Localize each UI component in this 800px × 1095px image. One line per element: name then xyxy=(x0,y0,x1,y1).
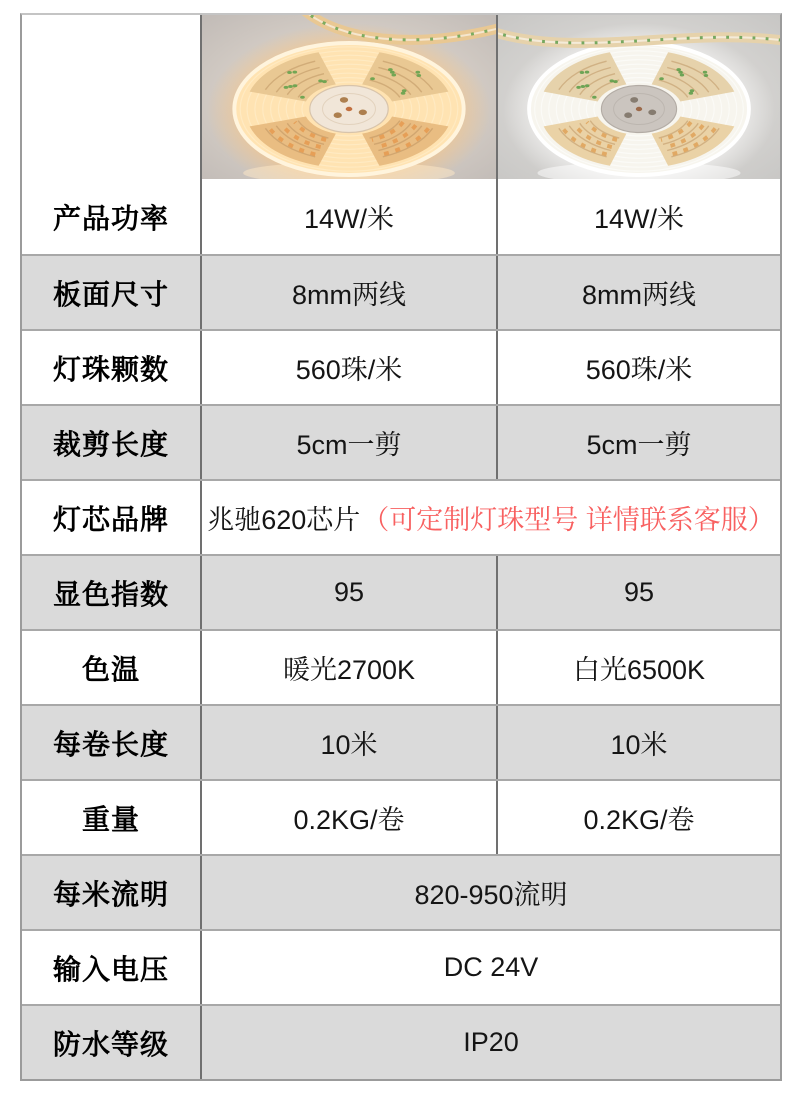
spec-label: 产品功率 xyxy=(22,179,202,254)
table-row xyxy=(22,704,780,779)
spec-value: 14W/米 xyxy=(593,204,685,234)
table-row xyxy=(22,554,780,629)
spec-value: 暖光2700K xyxy=(202,631,498,704)
spec-value: 560珠/米 xyxy=(585,355,693,385)
spec-value: 白光6500K xyxy=(572,655,706,685)
spec-value: 560珠/米 xyxy=(202,331,498,404)
spec-label: 灯珠颗数 xyxy=(22,331,202,404)
spec-table xyxy=(20,13,782,1081)
spec-value: 5cm一剪 xyxy=(586,430,692,460)
spec-label: 输入电压 xyxy=(22,931,202,1004)
spec-label: 防水等级 xyxy=(22,1006,202,1079)
table-row xyxy=(22,854,780,929)
table-row xyxy=(22,329,780,404)
spec-value-text: 兆驰620芯片 xyxy=(207,505,361,535)
spec-value: 10米 xyxy=(202,706,498,779)
table-row xyxy=(22,929,780,1004)
spec-value-text: 820-950流明 xyxy=(414,880,568,910)
spec-label: 裁剪长度 xyxy=(22,406,202,479)
spec-label: 每米流明 xyxy=(22,856,202,929)
table-row xyxy=(22,779,780,854)
spec-value: 14W/米 xyxy=(202,179,498,254)
spec-value: 8mm两线 xyxy=(202,256,498,329)
table-row xyxy=(22,404,780,479)
spec-label: 色温 xyxy=(22,631,202,704)
spec-label: 每卷长度 xyxy=(22,706,202,779)
cool-led-strip-reel-photo xyxy=(498,15,780,179)
spec-value: 8mm两线 xyxy=(582,280,696,310)
header-empty-cell xyxy=(22,15,202,179)
cool-led-strip-reel-image xyxy=(498,15,780,179)
header-row xyxy=(22,15,780,179)
spec-value-text: IP20 xyxy=(463,1027,519,1057)
spec-value-merged xyxy=(202,1006,780,1079)
spec-label: 重量 xyxy=(22,781,202,854)
spec-value: 10米 xyxy=(610,730,668,760)
spec-label: 显色指数 xyxy=(22,556,202,629)
table-row xyxy=(22,479,780,554)
spec-value: 0.2KG/卷 xyxy=(202,781,498,854)
spec-value: 95 xyxy=(623,577,655,607)
spec-value-merged xyxy=(202,481,780,554)
spec-value-merged xyxy=(202,931,780,1004)
spec-value: 5cm一剪 xyxy=(202,406,498,479)
spec-value-merged xyxy=(202,856,780,929)
table-row xyxy=(22,179,780,254)
warm-led-strip-reel-photo xyxy=(202,15,498,179)
spec-label: 灯芯品牌 xyxy=(22,481,202,554)
spec-value-text: DC 24V xyxy=(443,952,539,982)
table-row xyxy=(22,1004,780,1079)
spec-label: 板面尺寸 xyxy=(22,256,202,329)
spec-value: 0.2KG/卷 xyxy=(583,805,695,835)
table-row xyxy=(22,629,780,704)
spec-value-note: （可定制灯珠型号 详情联系客服） xyxy=(362,505,775,535)
warm-led-strip-reel-image xyxy=(202,15,496,179)
spec-value: 95 xyxy=(202,556,498,629)
table-row xyxy=(22,254,780,329)
